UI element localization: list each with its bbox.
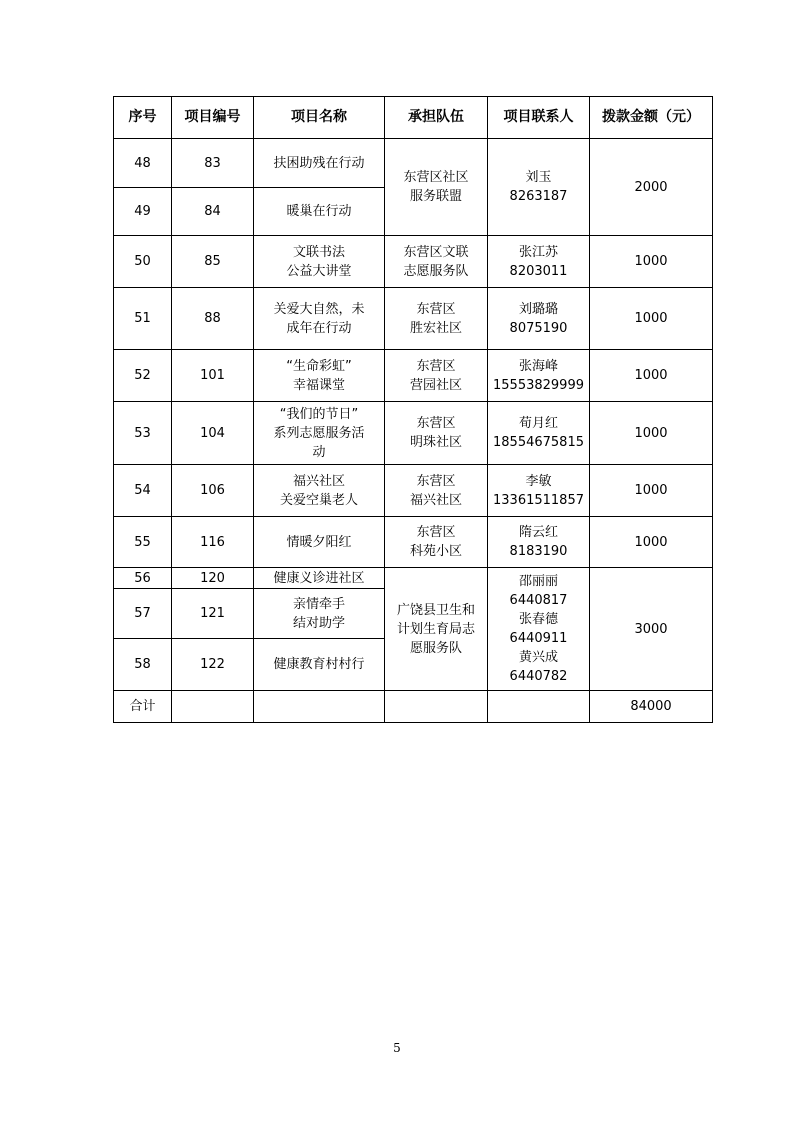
- amount-cell: 1000: [590, 517, 713, 568]
- code-cell: 84: [172, 188, 254, 236]
- header-seq: 序号: [114, 97, 172, 139]
- contact-cell: 张海峰 15553829999: [488, 350, 590, 402]
- contact-cell: 张江苏 8203011: [488, 236, 590, 288]
- team-cell: 东营区 营园社区: [385, 350, 488, 402]
- seq-cell: 53: [114, 402, 172, 465]
- page-number: 5: [393, 1041, 401, 1055]
- table-row: [114, 236, 713, 288]
- seq-cell: 49: [114, 188, 172, 236]
- name-cell: 暖巢在行动: [254, 188, 385, 236]
- team-cell: 东营区 明珠社区: [385, 402, 488, 465]
- total-amount: 84000: [590, 691, 713, 723]
- total-row: [114, 691, 713, 723]
- table-row: [114, 402, 713, 465]
- table-row: [114, 465, 713, 517]
- name-cell: 情暖夕阳红: [254, 517, 385, 568]
- total-label: 合计: [114, 691, 172, 723]
- team-cell: 东营区 科苑小区: [385, 517, 488, 568]
- header-code: 项目编号: [172, 97, 254, 139]
- table-row: [114, 350, 713, 402]
- seq-cell: 48: [114, 139, 172, 188]
- code-cell: 83: [172, 139, 254, 188]
- amount-cell: 1000: [590, 288, 713, 350]
- code-cell: 85: [172, 236, 254, 288]
- seq-cell: 58: [114, 639, 172, 691]
- amount-cell: 1000: [590, 350, 713, 402]
- table-row: [114, 568, 713, 589]
- seq-cell: 52: [114, 350, 172, 402]
- funding-table: [113, 96, 713, 723]
- empty-cell: [385, 691, 488, 723]
- name-cell: 文联书法 公益大讲堂: [254, 236, 385, 288]
- table-row: [114, 139, 713, 188]
- seq-cell: 50: [114, 236, 172, 288]
- name-cell: 福兴社区 关爱空巢老人: [254, 465, 385, 517]
- seq-cell: 56: [114, 568, 172, 589]
- seq-cell: 54: [114, 465, 172, 517]
- contact-cell: 隋云红 8183190: [488, 517, 590, 568]
- amount-cell: 3000: [590, 568, 713, 691]
- amount-cell: 1000: [590, 465, 713, 517]
- team-cell: 东营区文联 志愿服务队: [385, 236, 488, 288]
- seq-cell: 57: [114, 589, 172, 639]
- name-cell: 健康教育村村行: [254, 639, 385, 691]
- team-cell: 东营区社区 服务联盟: [385, 139, 488, 236]
- contact-cell: 荀月红 18554675815: [488, 402, 590, 465]
- code-cell: 88: [172, 288, 254, 350]
- name-cell: “生命彩虹” 幸福课堂: [254, 350, 385, 402]
- header-row: [114, 97, 713, 139]
- contact-cell: 刘玉 8263187: [488, 139, 590, 236]
- team-cell: 东营区 胜宏社区: [385, 288, 488, 350]
- code-cell: 106: [172, 465, 254, 517]
- empty-cell: [254, 691, 385, 723]
- team-cell: 广饶县卫生和 计划生育局志 愿服务队: [385, 568, 488, 691]
- contact-cell: 李敏 13361511857: [488, 465, 590, 517]
- name-cell: 扶困助残在行动: [254, 139, 385, 188]
- empty-cell: [488, 691, 590, 723]
- seq-cell: 51: [114, 288, 172, 350]
- contact-cell: 邵丽丽 6440817 张春德 6440911 黄兴成 6440782: [488, 568, 590, 691]
- contact-cell: 刘璐璐 8075190: [488, 288, 590, 350]
- table-row: [114, 288, 713, 350]
- name-cell: 关爱大自然，未 成年在行动: [254, 288, 385, 350]
- header-amount: 拨款金额（元）: [590, 97, 713, 139]
- code-cell: 120: [172, 568, 254, 589]
- header-name: 项目名称: [254, 97, 385, 139]
- header-team: 承担队伍: [385, 97, 488, 139]
- team-cell: 东营区 福兴社区: [385, 465, 488, 517]
- amount-cell: 1000: [590, 236, 713, 288]
- seq-cell: 55: [114, 517, 172, 568]
- amount-cell: 1000: [590, 402, 713, 465]
- name-cell: 健康义诊进社区: [254, 568, 385, 589]
- code-cell: 116: [172, 517, 254, 568]
- code-cell: 101: [172, 350, 254, 402]
- name-cell: 亲情牵手 结对助学: [254, 589, 385, 639]
- empty-cell: [172, 691, 254, 723]
- table-row: [114, 517, 713, 568]
- code-cell: 104: [172, 402, 254, 465]
- code-cell: 121: [172, 589, 254, 639]
- amount-cell: 2000: [590, 139, 713, 236]
- header-contact: 项目联系人: [488, 97, 590, 139]
- name-cell: “我们的节日” 系列志愿服务活 动: [254, 402, 385, 465]
- code-cell: 122: [172, 639, 254, 691]
